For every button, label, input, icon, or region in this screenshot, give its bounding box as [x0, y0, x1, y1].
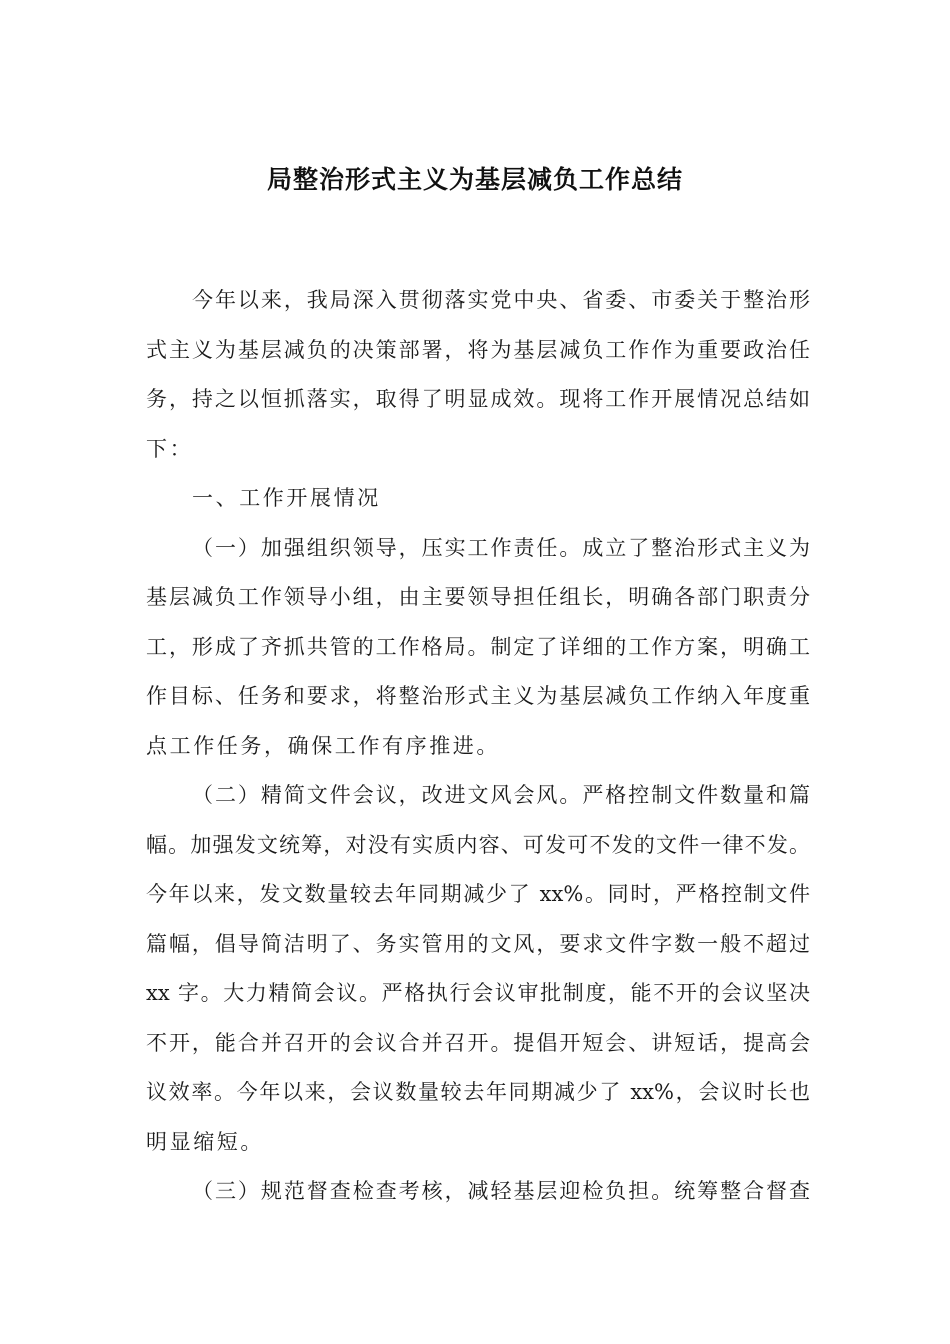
document-body	[146, 276, 810, 1217]
paragraph-line: （三）规范督查检查考核，减轻基层迎检负担。统筹整合督查	[192, 1179, 810, 1203]
paragraph-line: 点工作任务，确保工作有序推进。	[146, 733, 500, 758]
paragraph-line: 作目标、任务和要求，将整治形式主义为基层减负工作纳入年度重	[146, 684, 810, 708]
paragraph-line: 幅。加强发文统筹，对没有实质内容、可发可不发的文件一律不发。	[146, 832, 810, 857]
paragraph-line: 篇幅，倡导简洁明了、务实管用的文风，要求文件字数一般不超过	[146, 931, 810, 956]
paragraph-line: 明显缩短。	[146, 1129, 264, 1154]
paragraph-line: （一）加强组织领导，压实工作责任。成立了整治形式主义为	[192, 535, 810, 560]
paragraph-line: （二）精简文件会议，改进文风会风。严格控制文件数量和篇	[192, 783, 810, 807]
paragraph-line: 基层减负工作领导小组，由主要领导担任组长，明确各部门职责分	[146, 585, 810, 609]
paragraph-line: 式主义为基层减负的决策部署，将为基层减负工作作为重要政治任	[146, 337, 810, 362]
section-heading: 一、工作开展情况	[192, 486, 381, 510]
paragraph-line: 今年以来，我局深入贯彻落实党中央、省委、市委关于整治形	[192, 288, 810, 312]
paragraph-line: 工，形成了齐抓共管的工作格局。制定了详细的工作方案，明确工	[146, 634, 810, 659]
paragraph-line: 务，持之以恒抓落实，取得了明显成效。现将工作开展情况总结如	[146, 387, 810, 411]
paragraph-line: xx 字。大力精简会议。严格执行会议审批制度，能不开的会议坚决	[146, 981, 810, 1005]
paragraph-line: 下：	[146, 436, 194, 461]
document-title: 局整治形式主义为基层减负工作总结	[266, 165, 683, 194]
paragraph-line: 不开，能合并召开的会议合并召开。提倡开短会、讲短话，提高会	[146, 1030, 810, 1055]
paragraph-line: 今年以来，发文数量较去年同期减少了 xx%。同时，严格控制文件	[146, 882, 810, 906]
paragraph-line: 议效率。今年以来，会议数量较去年同期减少了 xx%，会议时长也	[146, 1080, 810, 1104]
